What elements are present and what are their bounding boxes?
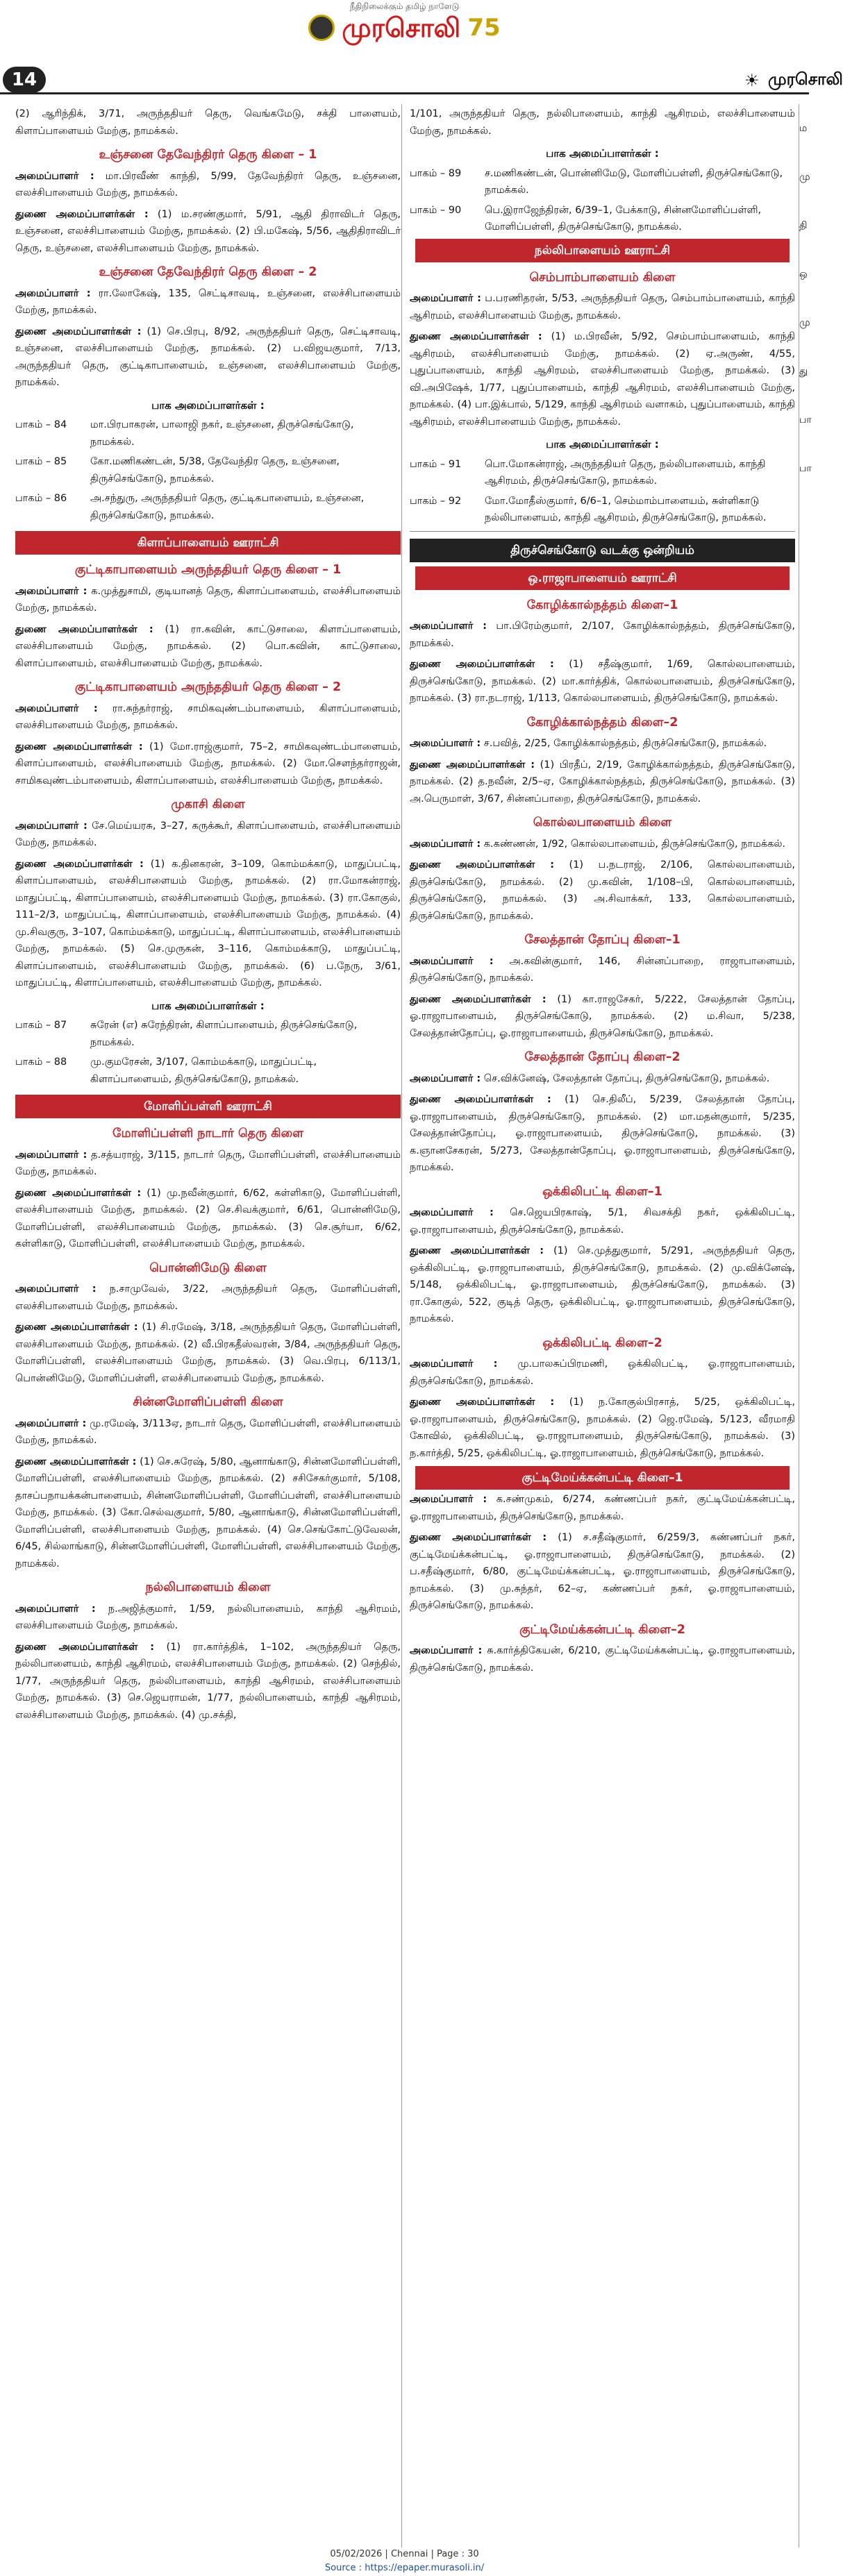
entry-paragraph <box>15 1639 401 1724</box>
booth-organiser: பொ.மோகன்ராஜ், அருந்ததியர் தெரு, நல்லிபாளையம், காந்தி ஆசிரமம், திருச்செங்கோடு, நாமக்கல். <box>485 458 766 487</box>
subsection-heading: பாக அமைப்பாளர்கள் : <box>151 999 265 1012</box>
entry-role-label: அமைப்பாளர் : <box>15 1149 87 1161</box>
entry-text: க.கண்ணன், 1/92, கொல்லபாளையம், திருச்செங்கோடு, நாமக்கல். <box>483 838 786 850</box>
paper-name: முரசொலி <box>342 12 461 43</box>
masthead-tagline: நீதிநிலைக்கும் தமிழ் நாளேடு <box>349 1 460 11</box>
entry-role-label: துணை அமைப்பாளர்கள் : <box>15 1456 137 1467</box>
page-number-badge: 14 <box>3 67 46 93</box>
edge-fragment: ஒ <box>799 269 808 280</box>
entry-paragraph <box>410 1356 795 1390</box>
entry-text: செ.ஜெயபிரகாஷ், 5/1, சிவசக்தி நகர், ஒக்கிலிபட்டி, ஓ.ராஜாபாளையம், திருச்செங்கோடு, நாமக்கல். <box>410 1207 795 1236</box>
branch-heading: ஒக்கிலிபட்டி கிளை–1 <box>542 1184 662 1199</box>
entry-text: சே.மெய்யரசு, 3–27, கருக்கூர், கிளாப்பாளையம், எலச்சிபாளையம் மேற்கு, நாமக்கல். <box>15 820 401 848</box>
entry-role-label: துணை அமைப்பாளர்கள் : <box>15 741 143 752</box>
entry-paragraph <box>15 1415 401 1449</box>
entry-paragraph <box>410 290 795 324</box>
entry-text: (1) ரா.கவின், காட்டுசாலை, கிளாப்பாளையம், எலச்சிபாளையம் மேற்கு, நாமக்கல். (2) பொ.கவின், காட்டுசாலை, கிளாப்பாளையம், எலச்சிபாளையம் மேற்கு, நாமக்கல். <box>15 623 401 669</box>
entry-text: ச.பவித், 2/25, கோழிக்கால்நத்தம், திருச்செங்கோடு, நாமக்கல். <box>483 738 767 749</box>
entry-paragraph <box>15 106 401 140</box>
edge-fragment: தி <box>799 220 808 231</box>
subsection-heading: பாக அமைப்பாளர்கள் : <box>151 398 265 412</box>
entry-paragraph <box>15 1454 401 1573</box>
entry-paragraph <box>410 1491 795 1525</box>
sun-emblem-icon: ☀ <box>744 71 760 90</box>
entry-paragraph <box>410 757 795 808</box>
entry-paragraph <box>410 1204 795 1238</box>
entry-role-label: துணை அமைப்பாளர்கள் : <box>410 1397 555 1408</box>
header-paper-name: முரசொலி <box>768 69 843 89</box>
entry-text: த.சத்யராஜ், 3/115, நாடார் தெரு, மோளிப்பள்ளி, எலச்சிபாளையம் மேற்கு, நாமக்கல். <box>15 1149 401 1177</box>
entry-role-label: அமைப்பாளர் : <box>15 1417 87 1429</box>
entry-role-label: அமைப்பாளர் : <box>410 1358 498 1370</box>
entry-text: ப.பரணிதரன், 5/53, அருந்ததியர் தெரு, செம்பாம்பாளையம், காந்தி ஆசிரமம், எலச்சிபாளையம் மேற்கு, நாமக்கல். <box>410 293 795 321</box>
entry-paragraph <box>410 991 795 1043</box>
booth-row <box>410 456 795 490</box>
booth-number: பாகம் – 91 <box>410 458 462 470</box>
entry-role-label: அமைப்பாளர் : <box>15 1603 96 1615</box>
entry-paragraph <box>15 583 401 617</box>
section-banner: மோளிப்பள்ளி ஊராட்சி <box>15 1095 401 1118</box>
entry-paragraph <box>410 953 795 987</box>
branch-heading: கோழிக்கால்நத்தம் கிளை–2 <box>526 715 678 730</box>
right-column <box>410 104 795 1681</box>
entry-paragraph <box>410 1394 795 1462</box>
booth-number: பாகம் – 84 <box>15 419 67 430</box>
entry-role-label: துணை அமைப்பாளர்கள் : <box>15 858 144 870</box>
entry-text: ரா.சுந்தர்ராஜ், சாமிகவுண்டம்பாளையம், கிளாப்பாளையம், எலச்சிபாளையம் மேற்கு, நாமக்கல். <box>15 702 401 731</box>
entry-role-label: அமைப்பாளர் : <box>15 287 91 299</box>
entry-text: மு.ரமேஷ், 3/113ஏ, நாடார் தெரு, மோளிப்பள்ளி, எலச்சிபாளையம் மேற்கு, நாமக்கல். <box>15 1417 401 1446</box>
entry-text: மு.பாலசுப்பிரமணி, ஒக்கிலிபட்டி, ஓ.ராஜாபாளையம், திருச்செங்கோடு, நாமக்கல். <box>410 1358 795 1387</box>
page-footer <box>0 2548 809 2575</box>
entry-role-label: அமைப்பாளர் : <box>410 621 487 632</box>
entry-paragraph <box>15 1147 401 1181</box>
entry-text: (1) செ.முத்துகுமார், 5/291, அருந்ததியர் தெரு, ஒக்கிலிபட்டி, ஓ.ராஜாபாளையம், திருச்செங்கோடு, நாமக்கல். (2) மு.விக்னேஷ், 5/148, ஒக்கிலிபட்டி, ஓ.ராஜாபாளையம், திருச்செங்கோடு, நாமக்கல். (3) ரா.கோகுல், 522, குடித் தெரு, ஒக்கிலிபட்டி, ஓ.ராஜாபாளையம், திருச்செங்கோடு, நாமக்கல். <box>410 1245 795 1324</box>
entry-text: (1) ச.சதீஷ்குமார், 6/259/3, கண்ணப்பர் நகர், குட்டிமேய்க்கன்பட்டி, ஓ.ராஜாபாளையம், திருச்செங்கோடு, நாமக்கல். (2) ப.சதீஷ்குமார், 6/80, குட்டிமேய்க்கன்பட்டி, ஓ.ராஜாபாளையம், திருச்செங்கோடு, நாமக்கல். (3) மு.சுந்தர், 62–ஏ, கண்ணப்பர் நகர், ஓ.ராஜாபாளையம், திருச்செங்கோடு, நாமக்கல். <box>410 1532 795 1611</box>
entry-paragraph <box>410 328 795 430</box>
entry-paragraph <box>15 323 401 392</box>
entry-text: (1) ந.கோகுல்பிரசாத், 5/25, ஒக்கிலிபட்டி, ஓ.ராஜாபாளையம், திருச்செங்கோடு, நாமக்கல். (2) ஜெ.ரமேஷ், 5/123, வீரமாதி கோவில், ஒக்கிலிபட்டி, ஓ.ராஜாபாளையம், திருச்செங்கோடு, நாமக்கல். (3) ந.கார்த்தி, 5/25, ஒக்கிலிபட்டி, ஓ.ராஜாபாளையம், திருச்செங்கோடு, நாமக்கல். <box>410 1397 795 1459</box>
booth-row <box>410 493 795 527</box>
next-column-edge <box>799 104 812 2548</box>
entry-paragraph <box>15 1185 401 1253</box>
entry-role-label: அமைப்பாளர் : <box>410 1072 481 1084</box>
entry-role-label: துணை அமைப்பாளர்கள் : <box>15 1322 138 1333</box>
entry-text: (1) செ.திலீப், 5/239, சேலத்தான் தோப்பு, ஓ.ராஜாபாளையம், திருச்செங்கோடு, நாமக்கல். (2) மா.மதன்குமார், 5/235, சேலத்தான்தோப்பு, ஓ.ராஜாபாளையம், திருச்செங்கோடு, நாமக்கல். (3) க.ஞானசேகரன், 5/273, சேலத்தான்தோப்பு, ஓ.ராஜாபாளையம், திருச்செங்கோடு, நாமக்கல். <box>410 1094 796 1173</box>
booth-number: பாகம் – 92 <box>410 495 462 507</box>
entry-role-label: துணை அமைப்பாளர்கள் : <box>15 623 153 635</box>
column-divider <box>401 104 402 2548</box>
entry-role-label: துணை அமைப்பாளர்கள் : <box>410 659 554 670</box>
entry-text: ரா.லோகேஷ், 135, செட்டிசாவடி, உஞ்சனை, எலச்சிபாளையம் மேற்கு, நாமக்கல். <box>15 287 401 316</box>
entry-text: (1) மோ.ராஜ்குமார், 75–2, சாமிகவுண்டம்பாளையம், கிளாப்பாளையம், எலச்சிபாளையம் மேற்கு, நாமக்கல். (2) மோ.செளந்தர்ராஜன், சாமிகவுண்டம்பாளையம், கிளாப்பாளையம், எலச்சிபாளையம் மேற்கு, நாமக்கல். <box>15 741 401 786</box>
booth-number: பாகம் – 86 <box>15 493 67 504</box>
branch-heading: கோழிக்கால்நத்தம் கிளை–1 <box>526 598 678 612</box>
entry-paragraph <box>15 206 401 258</box>
branch-heading: உஞ்சனை தேவேந்திரர் தெரு கிளை – 1 <box>99 148 317 162</box>
entry-text: க.சண்முகம், 6/274, கண்ணப்பர் நகர், குட்டிமேய்க்கன்பட்டி, ஓ.ராஜாபாளையம், திருச்செங்கோடு, நாமக்கல். <box>410 1494 795 1522</box>
footer-source-link[interactable]: Source : https://epaper.murasoli.in/ <box>324 2563 485 2573</box>
branch-heading: நல்லிபாளையம் கிளை <box>145 1581 271 1594</box>
edge-fragment: பா <box>799 414 812 426</box>
branch-heading: கொல்லபாளையம் கிளை <box>533 816 672 830</box>
edge-fragment: மு <box>799 171 810 183</box>
booth-row <box>15 1054 401 1088</box>
booth-organiser: அ.சந்துரு, அருந்ததியர் தெரு, குட்டிகபாளையம், உஞ்சனை, திருச்செங்கோடு, நாமக்கல். <box>90 493 365 521</box>
entry-paragraph <box>15 739 401 790</box>
entry-role-label: துணை அமைப்பாளர்கள் : <box>410 1245 544 1256</box>
entry-text: (1) மு.நவீன்குமார், 6/62, கள்ளிகாடு, மோளிப்பள்ளி, எலச்சிபாளையம் மேற்கு, நாமக்கல். (2) செ.சிவக்குமார், 6/61, பொன்னிமேடு, மோளிப்பள்ளி, எலச்சிபாளையம் மேற்கு, நாமக்கல். (3) செ.சூர்யா, 6/62, கள்ளிகாடு, மோளிப்பள்ளி, எலச்சிபாளையம் மேற்கு, நாமக்கல். <box>15 1187 401 1249</box>
logo-row <box>0 14 809 42</box>
edge-fragment: மு <box>799 317 810 328</box>
section-banner: கிளாப்பாளையம் ஊராட்சி <box>15 531 401 555</box>
jubilee-badge: 75 <box>467 14 501 42</box>
entry-role-label: துணை அமைப்பாளர்கள் : <box>410 1094 551 1105</box>
entry-text: ந.சாமுவேல், 3/22, அருந்ததியர் தெரு, மோளிப்பள்ளி, எலச்சிபாளையம் மேற்கு, நாமக்கல். <box>15 1283 401 1312</box>
entry-role-label: துணை அமைப்பாளர்கள் : <box>15 208 149 220</box>
entry-role-label: அமைப்பாளர் : <box>15 170 94 182</box>
entry-text: (1) க.தினகரன், 3–109, கொம்மக்காடு, மாதுப்பட்டி, கிளாப்பாளையம், எலச்சிபாளையம் மேற்கு, நாமக்கல். (2) ரா.மோகன்ராஜ், மாதுப்பட்டி, கிளாப்பாளையம், எலச்சிபாளையம் மேற்கு, நாமக்கல். (3) ரா.கோகுல், 111–2/3, மாதுப்பட்டி, கிளாப்பாளையம், எலச்சிபாளையம் மேற்கு, நாமக்கல். (4) மு.சிவகுரு, 3–107, கொம்மக்காடு, மாதுப்பட்டி, கிளாப்பாளையம், எலச்சிபாளையம் மேற்கு, நாமக்கல். (5) செ.முருகன், 3–116, கொம்மக்காடு, மாதுப்பட்டி, கிளாப்பாளையம், எலச்சிபாளையம் மேற்கு, நாமக்கல். (6) ப.நேரு, 3/61, மாதுப்பட்டி, கிளாப்பாளையம், எலச்சிபாளையம் மேற்கு, நாமக்கல். <box>15 858 401 988</box>
entry-role-label: அமைப்பாளர் : <box>410 293 481 304</box>
branch-heading: சேலத்தான் தோப்பு கிளை–1 <box>524 933 681 947</box>
entry-role-label: அமைப்பாளர் : <box>15 1283 97 1295</box>
entry-role-label: துணை அமைப்பாளர்கள் : <box>410 859 555 870</box>
entry-text: அ.கவின்குமார், 146, சின்னப்பாறை, ராஜாபாளையம், திருச்செங்கோடு, நாமக்கல். <box>410 955 795 984</box>
branch-heading: செம்பாம்பாளையம் கிளை <box>529 270 676 285</box>
entry-text: (1) செ.பிரபு, 8/92, அருந்ததியர் தெரு, செட்டிசாவடி, உஞ்சனை, எலச்சிபாளையம் மேற்கு, நாமக்கல். (2) ப.விஜயகுமார், 7/13, அருந்ததியர் தெரு, குட்டிகாபாளையம், உஞ்சனை, எலச்சிபாளையம் மேற்கு, நாமக்கல். <box>15 326 401 388</box>
footer-dateline: 05/02/2026 | Chennai | Page : 30 <box>330 2549 479 2559</box>
page-header <box>0 67 843 94</box>
entry-text: ந.அஜித்குமார், 1/59, நல்லிபாளையம், காந்தி ஆசிரமம், எலச்சிபாளையம் மேற்கு, நாமக்கல். <box>15 1603 401 1631</box>
entry-role-label: துணை அமைப்பாளர்கள் : <box>410 331 542 342</box>
section-banner: நல்லிபாளையம் ஊராட்சி <box>415 239 790 262</box>
entry-text: பா.பிரேம்குமார், 2/107, கோழிக்கால்நத்தம், திருச்செங்கோடு, நாமக்கல். <box>410 621 796 649</box>
party-seal-icon <box>308 15 335 41</box>
booth-number: பாகம் – 89 <box>410 167 462 179</box>
entry-role-label: அமைப்பாளர் : <box>410 1494 487 1505</box>
entry-role-label: துணை அமைப்பாளர்கள் : <box>410 759 535 771</box>
entry-role-label: துணை அமைப்பாளர்கள் : <box>15 1641 155 1653</box>
left-column <box>15 104 401 1728</box>
booth-row <box>15 416 401 451</box>
booth-organiser: மா.பிரபாகரன், பாலாஜி நகர், உஞ்சனை, திருச்செங்கோடு, நாமக்கல். <box>90 419 354 448</box>
entry-paragraph <box>410 656 795 707</box>
entry-role-label: அமைப்பாளர் : <box>410 1645 483 1656</box>
entry-paragraph <box>410 1243 795 1328</box>
branch-heading: சின்னமோளிப்பள்ளி கிளை <box>133 1395 283 1409</box>
entry-text: (1) ரா.கார்த்திக், 1–102, அருந்ததியர் தெரு, நல்லிபாளையம், காந்தி ஆசிரமம், எலச்சிபாளையம் மேற்கு, நாமக்கல். (2) செந்தில், 1/77, அருந்ததியர் தெரு, நல்லிபாளையம், காந்தி ஆசிரமம், எலச்சிபாளையம் மேற்கு, நாமக்கல். (3) செ.ஜெயராமன், 1/77, நல்லிபாளையம், காந்தி ஆசிரமம், எலச்சிபாளையம் மேற்கு, நாமக்கல். (4) மு.சக்தி, <box>15 1641 401 1721</box>
booth-row <box>410 202 795 236</box>
branch-heading: உஞ்சனை தேவேந்திரர் தெரு கிளை – 2 <box>99 265 317 279</box>
booth-organiser: மோ.மோதீஸ்குமார், 6/6–1, செம்மாம்பாளையம், சுள்ளிகாடு நல்லிபாளையம், காந்தி ஆசிரமம், திருச்செங்கோடு, நாமக்கல். <box>485 495 767 523</box>
masthead <box>0 0 809 43</box>
booth-row <box>15 490 401 524</box>
entry-text: 1/101, அருந்ததியர் தெரு, நல்லிபாளையம், காந்தி ஆசிரமம், எலச்சிபாளையம் மேற்கு, நாமக்கல். <box>410 108 795 137</box>
section-rule <box>410 531 795 532</box>
entry-text: செ.விக்னேஷ், சேலத்தான் தோப்பு, திருச்செங்கோடு, நாமக்கல். <box>483 1072 770 1084</box>
entry-paragraph <box>410 1091 795 1177</box>
booth-number: பாகம் – 88 <box>15 1057 67 1068</box>
branch-heading: குட்டிமேய்க்கன்பட்டி கிளை–2 <box>519 1622 685 1637</box>
entry-role-label: அமைப்பாளர் : <box>410 838 481 850</box>
branch-heading: குட்டிகாபாளையம் அருந்ததியர் தெரு கிளை – 2 <box>74 680 342 694</box>
entry-text: (1) ம.சரண்குமார், 5/91, ஆதி திராவிடர் தெரு, உஞ்சனை, எலச்சிபாளையம் மேற்கு, நாமக்கல். (2) பி.மகேஷ், 5/56, ஆதிதிராவிடர் தெரு, உஞ்சனை, எலச்சிபாளையம் மேற்கு, நாமக்கல். <box>15 208 401 254</box>
entry-paragraph <box>15 856 401 992</box>
entry-role-label: துணை அமைப்பாளர்கள் : <box>410 993 546 1005</box>
branch-heading: ஒக்கிலிபட்டி கிளை–2 <box>542 1336 662 1350</box>
entry-text: (1) செ.சுரேஷ், 5/80, ஆனாங்காடு, சின்னமோளிப்பள்ளி, மோளிப்பள்ளி, எலச்சிபாளையம் மேற்கு, நாமக்கல். (2) சசிசேகர்குமார், 5/108, தாசப்பநாயக்கன்பாளையம், சின்னமோளிப்பள்ளி, மோளிப்பள்ளி, எலச்சிபாளையம் மேற்கு, நாமக்கல். (3) கோ.செல்வகுமார், 5/80, ஆனாங்காடு, சின்னமோளிப்பள்ளி, மோளிப்பள்ளி, எலச்சிபாளையம் மேற்கு, நாமக்கல். (4) செ.செங்கோட்டுவேலன், 6/45, சில்லாங்காடு, சின்னமோளிப்பள்ளி, மோளிப்பள்ளி, எலச்சிபாளையம் மேற்கு, நாமக்கல். <box>15 1456 401 1569</box>
entry-paragraph <box>15 621 401 673</box>
entry-paragraph <box>410 106 795 140</box>
branch-heading: மோளிப்பள்ளி நாடார் தெரு கிளை <box>112 1127 303 1140</box>
entry-paragraph <box>15 285 401 319</box>
booth-organiser: கோ.மணிகண்டன், 5/38, தேவேந்திர தெரு, உஞ்சனை, திருச்செங்கோடு, நாமக்கல். <box>90 456 340 485</box>
entry-text: சு.கார்த்திகேயன், 6/210, குட்டிமேய்க்கன்பட்டி, ஓ.ராஜாபாளையம், திருச்செங்கோடு, நாமக்கல். <box>410 1645 795 1674</box>
entry-text: (1) கா.ராஜசேகர், 5/222, சேலத்தான் தோப்பு, ஓ.ராஜாபாளையம், திருச்செங்கோடு, நாமக்கல். (2) ம.சிவா, 5/238, சேலத்தான்தோப்பு, ஓ.ராஜாபாளையம், திருச்செங்கோடு, நாமக்கல். <box>410 993 796 1039</box>
entry-role-label: அமைப்பாளர் : <box>410 955 494 967</box>
entry-text: (1) சதீஷ்குமார், 1/69, கொல்லபாளையம், திருச்செங்கோடு, நாமக்கல். (2) மா.கார்த்திக், கொல்லபாளையம், திருச்செங்கோடு, நாமக்கல். (3) ரா.நடராஜ், 1/113, கொல்லபாளையம், திருச்செங்கோடு, நாமக்கல். <box>410 659 795 704</box>
edge-fragment: ம <box>799 123 808 134</box>
booth-organiser: பெ.இராஜேந்திரன், 6/39–1, பேக்காடு, சின்னமோளிப்பள்ளி, மோளிப்பள்ளி, திருச்செங்கோடு, நாமக்கல். <box>485 204 762 233</box>
booth-organiser: சுரேன் (எ) சுரேந்திரன், கிளாப்பாளையம், திருச்செங்கோடு, நாமக்கல். <box>90 1020 358 1048</box>
booth-row <box>15 1017 401 1051</box>
branch-heading: பொன்னிமேடு கிளை <box>149 1261 267 1275</box>
edge-fragment: து <box>799 366 808 377</box>
entry-paragraph <box>410 1070 795 1088</box>
entry-text: (1) ப.நடராஜ், 2/106, கொல்லபாளையம், திருச்செங்கோடு, நாமக்கல். (2) மு.கவின், 1/108–பி, கொல்லபாளையம், திருச்செங்கோடு, நாமக்கல். (3) அ.சிவாக்கர், 133, கொல்லபாளையம், திருச்செங்கோடு, நாமக்கல். <box>410 859 796 922</box>
entry-paragraph <box>15 700 401 734</box>
booth-organiser: ச.மணிகண்டன், பொன்னிமேடு, மோளிப்பள்ளி, திருச்செங்கோடு, நாமக்கல். <box>485 167 783 196</box>
entry-role-label: துணை அமைப்பாளர்கள் : <box>410 1532 547 1543</box>
entry-paragraph <box>410 735 795 752</box>
section-banner: திருச்செங்கோடு வடக்கு ஒன்றியம் <box>410 539 795 562</box>
booth-organiser: மு.குமரேசன், 3/107, கொம்மக்காடு, மாதுப்பட்டி, கிளாப்பாளையம், திருச்செங்கோடு, நாமக்கல். <box>90 1057 317 1085</box>
entry-role-label: அமைப்பாளர் : <box>410 738 481 749</box>
subsection-heading: பாக அமைப்பாளர்கள் : <box>546 438 659 451</box>
entry-text: (1) பிரதீப், 2/19, கோழிக்கால்நத்தம், திருச்செங்கோடு, நாமக்கல். (2) த.நவீன், 2/5–ஏ, கோழிக்கால்நத்தம், திருச்செங்கோடு, நாமக்கல். (3) அ.பெருமாள், 3/67, சின்னப்பாறை, திருச்செங்கோடு, நாமக்கல். <box>410 759 795 805</box>
entry-paragraph <box>15 1281 401 1315</box>
entry-role-label: அமைப்பாளர் : <box>15 702 98 714</box>
branch-heading: சேலத்தான் தோப்பு கிளை–2 <box>524 1050 681 1064</box>
booth-number: பாகம் – 90 <box>410 204 462 216</box>
branch-heading: முகாசி கிளை <box>171 798 245 811</box>
entry-paragraph <box>410 618 795 652</box>
entry-paragraph <box>410 836 795 853</box>
entry-paragraph <box>410 1529 795 1615</box>
section-banner: குட்டிமேய்க்கன்பட்டி கிளை–1 <box>415 1466 790 1490</box>
entry-paragraph <box>15 1319 401 1387</box>
entry-role-label: அமைப்பாளர் : <box>15 585 87 597</box>
booth-row <box>15 453 401 487</box>
entry-role-label: துணை அமைப்பாளர்கள் : <box>15 1187 142 1199</box>
booth-number: பாகம் – 85 <box>15 456 67 467</box>
subsection-heading: பாக அமைப்பாளர்கள் : <box>546 147 659 160</box>
entry-paragraph <box>15 1601 401 1635</box>
booth-row <box>410 165 795 199</box>
entry-paragraph <box>15 168 401 202</box>
booth-number: பாகம் – 87 <box>15 1020 67 1031</box>
entry-text: (2) ஆரிந்திக், 3/71, அருந்ததியர் தெரு, வெங்கமேடு, சக்தி பாளையம், கிளாப்பாளையம் மேற்கு, நாமக்கல். <box>15 108 401 137</box>
entry-text: மா.பிரவீண் காந்தி, 5/99, தேவேந்திரர் தெரு, உஞ்சனை, எலச்சிபாளையம் மேற்கு, நாமக்கல். <box>15 170 401 199</box>
entry-paragraph <box>410 1642 795 1676</box>
entry-role-label: அமைப்பாளர் : <box>15 820 87 832</box>
entry-text: (1) ம.பிரவீன், 5/92, செம்பாம்பாளையம், காந்தி ஆசிரமம், எலச்சிபாளையம் மேற்கு, நாமக்கல். (2) ஏ.அருண், 4/55, புதுப்பாளையம், காந்தி ஆசிரமம், எலச்சிபாளையம் மேற்கு, நாமக்கல். (3) வி.அபிஷேக், 1/77, புதுப்பாளையம், காந்தி ஆசிரமம், எலச்சிபாளையம் மேற்கு, நாமக்கல். (4) பா.இக்பால், 5/129, காந்தி ஆசிரமம் வளாகம், புதுப்பாளையம், காந்தி ஆசிரமம், எலச்சிபாளையம் மேற்கு, நாமக்கல். <box>410 331 796 428</box>
edge-fragment: பா <box>799 463 812 474</box>
entry-text: (1) சி.ரமேஷ், 3/18, அருந்ததியர் தெரு, மோளிப்பள்ளி, எலச்சிபாளையம் மேற்கு, நாமக்கல். (2) வீ.பிரகதீஸ்வரன், 3/84, அருந்ததியர் தெரு, மோளிப்பள்ளி, எலச்சிபாளையம் மேற்கு, நாமக்கல். (3) வெ.பிரபு, 6/113/1, பொன்னிமேடு, மோளிப்பள்ளி, எலச்சிபாளையம் மேற்கு, நாமக்கல். <box>15 1322 401 1384</box>
section-banner: ஒ.ராஜாபாளையம் ஊராட்சி <box>415 566 790 590</box>
entry-text: க.முத்துசாமி, குடியானத் தெரு, கிளாப்பாளையம், எலச்சிபாளையம் மேற்கு, நாமக்கல். <box>15 585 401 614</box>
entry-paragraph <box>410 857 795 925</box>
entry-paragraph <box>15 818 401 852</box>
entry-role-label: துணை அமைப்பாளர்கள் : <box>15 326 142 337</box>
entry-role-label: அமைப்பாளர் : <box>410 1207 494 1218</box>
branch-heading: குட்டிகாபாளையம் அருந்ததியர் தெரு கிளை – 1 <box>74 563 342 577</box>
